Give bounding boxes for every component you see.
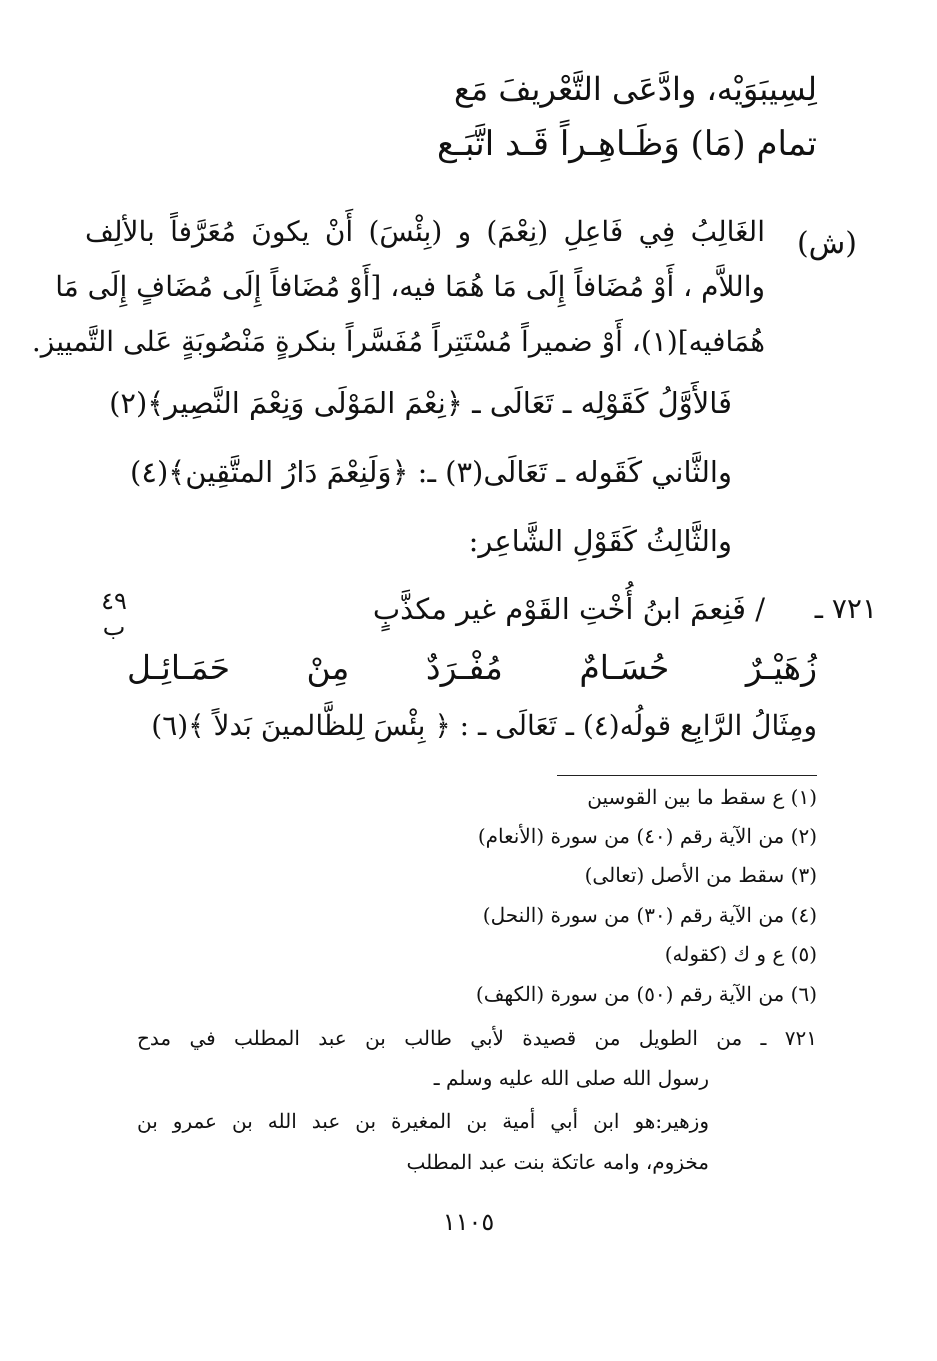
- note-721-line-3: وزهير:هو ابن أبي أمية بن المغيرة بن عبد الله بن عمرو بن: [137, 1109, 709, 1133]
- commentary-label: (ش): [796, 226, 857, 261]
- example-fourth: ومِثَالُ الرَّابِع قولُه(٤) ـ تَعَالَى ـ : ﴿ بِئْسَ لِلظَّالمينَ بَدلاً ﴾(٦): [151, 709, 817, 742]
- footnote-3: (٣) سقط من الأصل (تعالى): [584, 863, 817, 887]
- margin-folio-number: ٤٩: [101, 587, 127, 615]
- poem-number: ٧٢١ ـ: [814, 592, 877, 625]
- footnote-4: (٤) من الآية رقم (٣٠) من سورة (النحل): [482, 903, 817, 927]
- verse-line-1: لِسِيبَوَيْه، وادَّعَى التَّعْريفَ مَع: [454, 70, 817, 108]
- verse-line-2: تمام (مَا) وَظَـاهِـراً قَـد اتَّبَـع: [436, 124, 817, 164]
- footnote-5: (٥) ع و ك (كقوله): [664, 942, 817, 966]
- example-first: فَالأَوَّلُ كَقَوْلِه ـ تَعَالَى ـ ﴿نِعْمَ المَوْلَى وَنِعْمَ النَّصِير﴾(٢): [109, 386, 732, 420]
- footnote-1: (١) ع سقط ما بين القوسين: [587, 785, 817, 809]
- poem-line-2: زُهَيْـرٌ حُسَـامٌ مُفْـرَدٌ مِنْ حَمَـائِـل: [127, 648, 817, 687]
- example-second: والثَّاني كَقَوله ـ تَعَالَى(٣) ـ: ﴿وَلَنِعْمَ دَارُ المتَّقِين﴾(٤): [130, 455, 732, 489]
- footnote-6: (٦) من الآية رقم (٥٠) من سورة (الكهف): [475, 982, 817, 1006]
- footnote-rule: [557, 775, 817, 776]
- example-third: والثَّالِثُ كَقَوْلِ الشَّاعِر:: [468, 524, 732, 558]
- page-number: ١١٠٥: [442, 1208, 495, 1236]
- poem-line-1: / فَنِعمَ ابنُ أُخْتِ القَوْم غير مكذَّبٍ: [372, 592, 765, 626]
- note-721-line-2: رسول الله صلى الله عليه وسلم ـ: [433, 1066, 709, 1090]
- note-721-line-1: ٧٢١ ـ من الطويل من قصيدة لأبي طالب بن عبد المطلب في مدح: [137, 1026, 817, 1050]
- note-721-line-4: مخزوم، وامه عاتكة بنت عبد المطلب: [406, 1150, 709, 1174]
- commentary-line-1: الغَالِبُ فِي فَاعِلِ (نِعْمَ) و (بِئْسَ) أَنْ يكونَ مُعَرَّفاً بالألِف: [85, 215, 765, 248]
- commentary-line-3: هُمَافيه](١)، أَوْ ضميراً مُسْتَتِراً مُفَسَّراً بنكرةٍ مَنْصُوبَةٍ عَلى التَّمييز.: [31, 325, 765, 358]
- footnote-2: (٢) من الآية رقم (٤٠) من سورة (الأنعام): [477, 824, 817, 848]
- margin-folio-note: [96, 588, 132, 640]
- margin-folio-side: ب: [102, 613, 126, 641]
- commentary-line-2: واللاَّم ، أَوْ مُضَافاً إِلَى مَا هُمَا فيه، [أَوْ مُضَافاً إِلَى مُضَافٍ إِلَى مَا: [55, 270, 765, 303]
